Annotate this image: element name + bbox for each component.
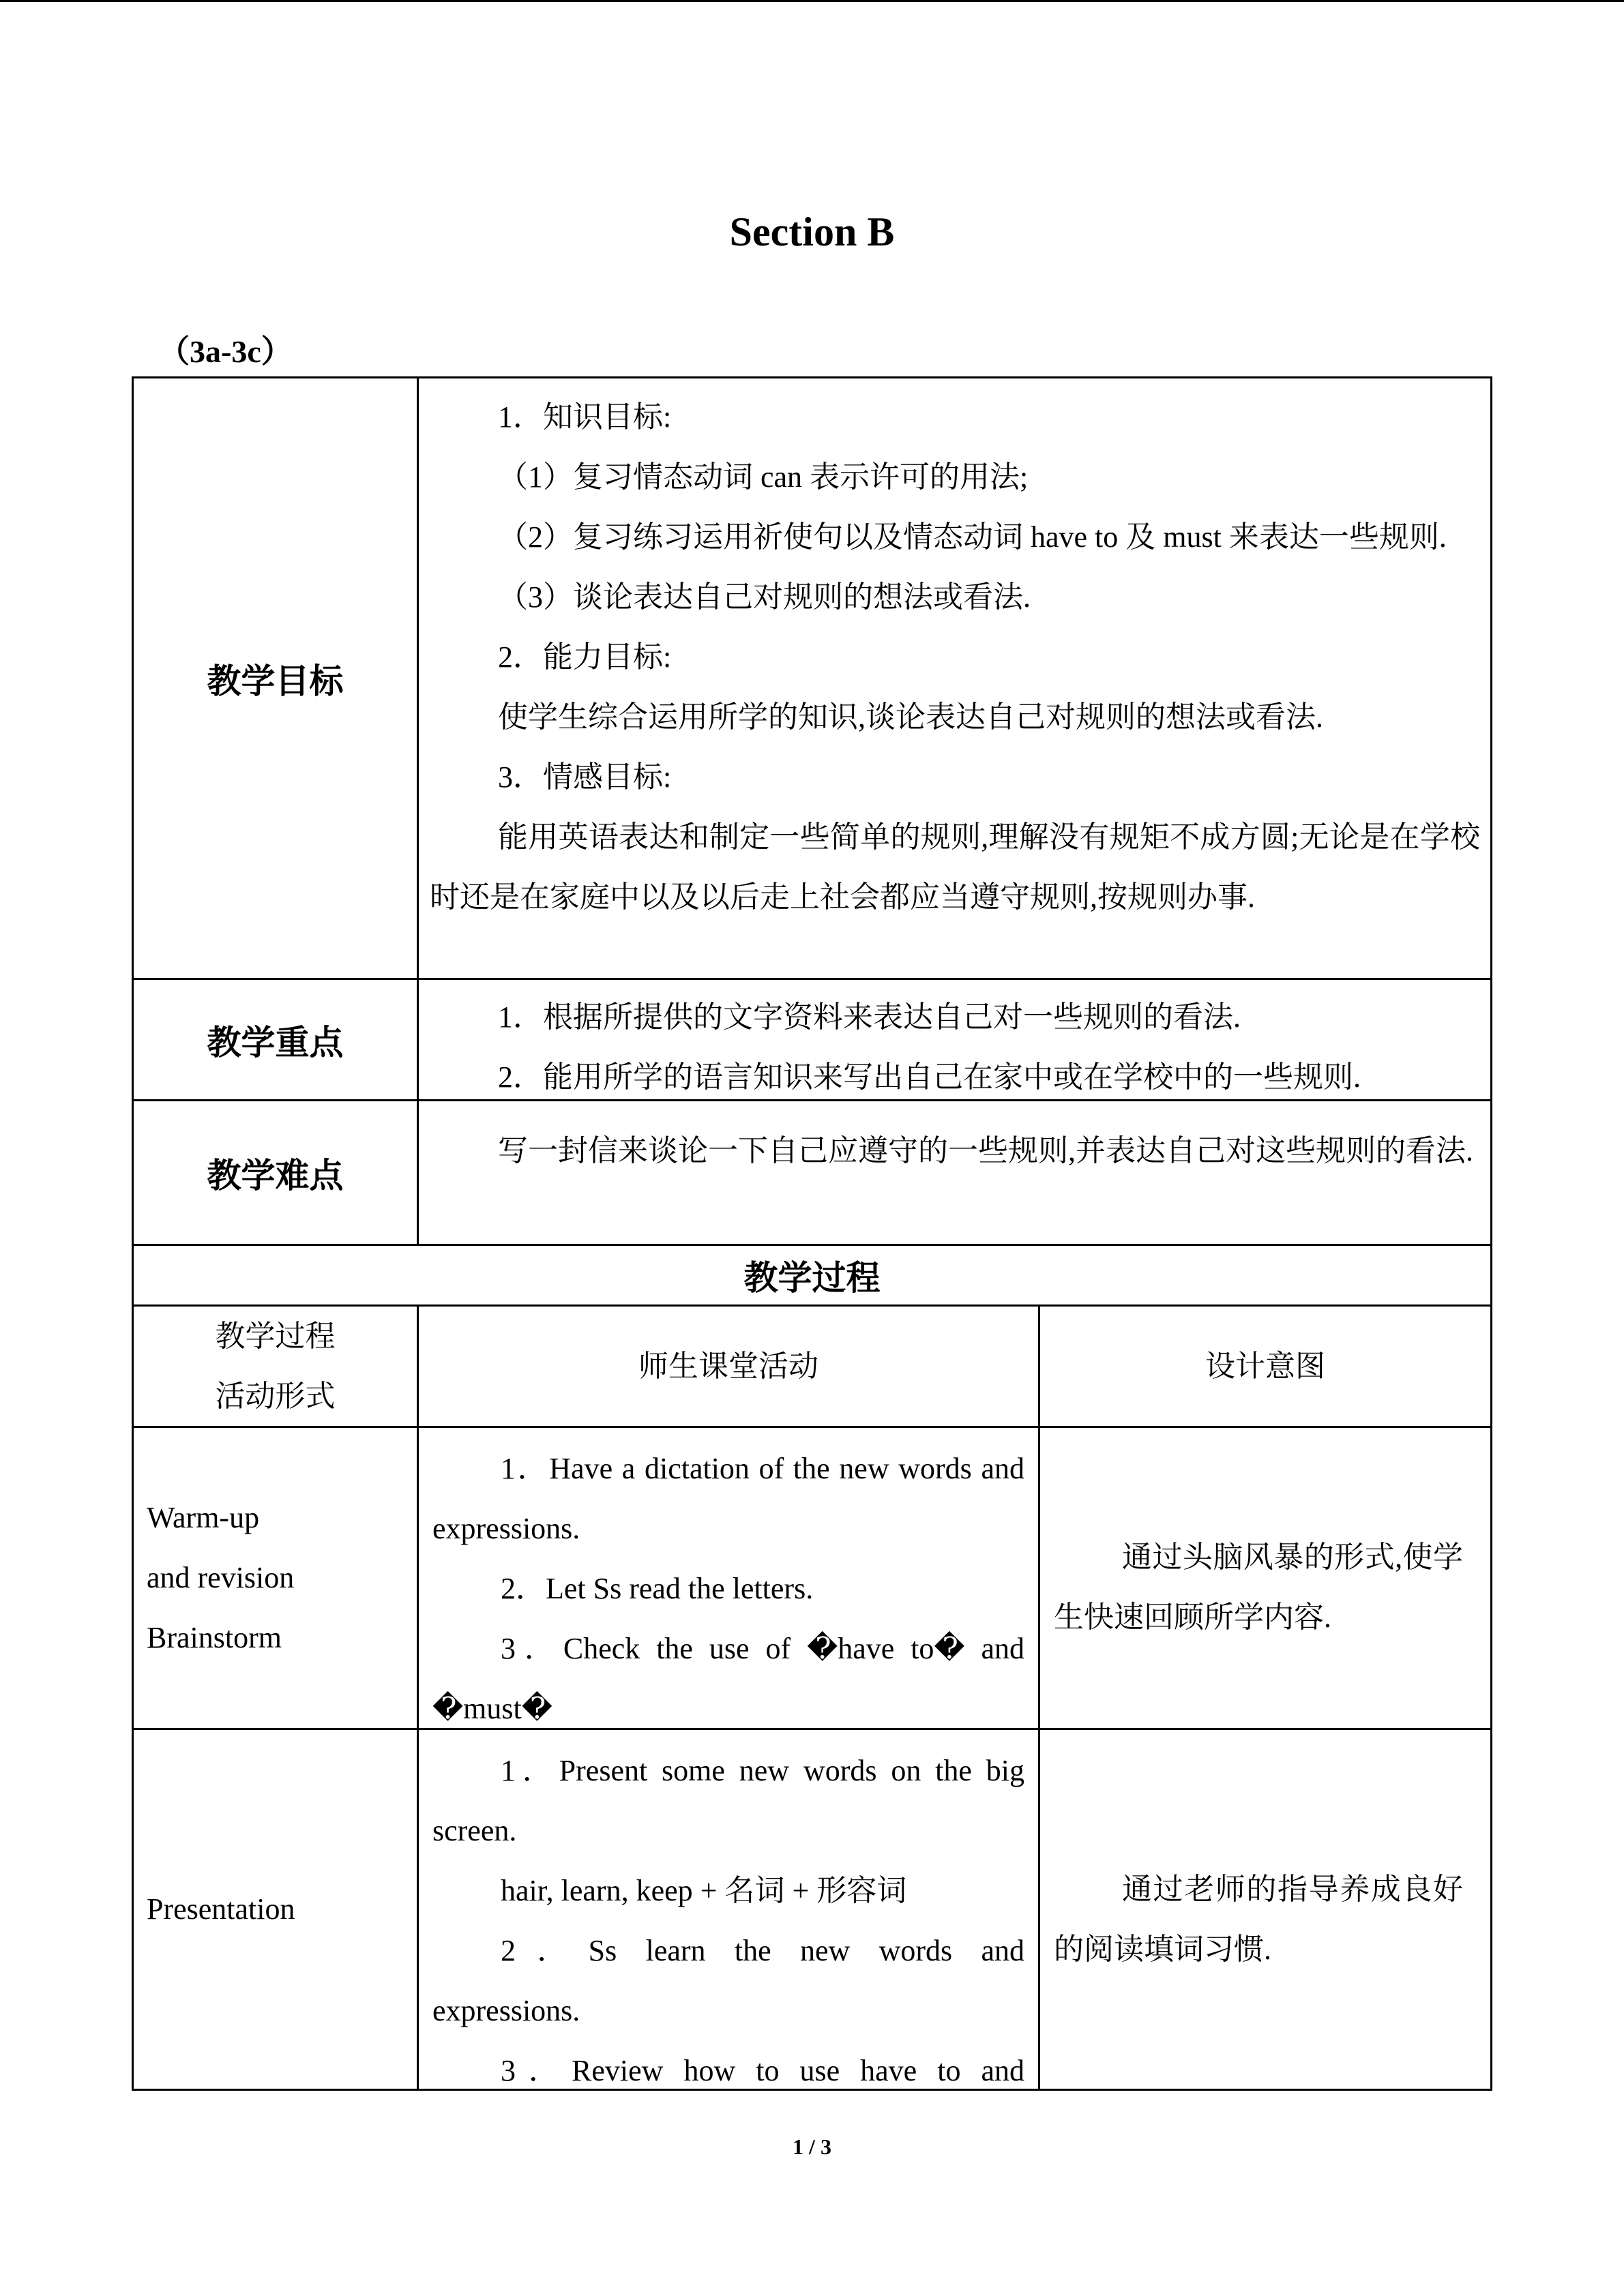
- activities-presentation: [432, 1741, 1024, 2086]
- table-border-bottom: [132, 2089, 1492, 2091]
- activity-line: hair, learn, keep + 名词 + 形容词: [501, 1874, 907, 1907]
- stage-line: Warm-up: [147, 1501, 260, 1534]
- stage-presentation: [147, 1730, 413, 2089]
- objectives-content: [430, 387, 1480, 927]
- table-border-right: [1490, 376, 1492, 2091]
- objectives-line: 1．知识目标:: [498, 400, 672, 434]
- process-col1-header: [134, 1307, 417, 1426]
- objectives-line: 2．能力目标:: [498, 640, 672, 674]
- process-col1-header-line1: 教学过程: [215, 1319, 336, 1353]
- section-subtitle: （3a-3c）: [158, 334, 293, 369]
- activity-line: 1．Have a dictation of the new words and expressions.: [432, 1452, 1024, 1545]
- purpose-presentation: [1054, 1860, 1463, 1980]
- stage-line: Presentation: [147, 1892, 295, 1926]
- key-points-content: [430, 987, 1480, 1107]
- purpose-warm-up: [1054, 1527, 1463, 1648]
- process-col2-header: 师生课堂活动: [638, 1349, 818, 1383]
- stage-line: Brainstorm: [147, 1621, 282, 1654]
- process-col1-header-line2: 活动形式: [215, 1379, 336, 1413]
- objectives-label: 教学目标: [207, 661, 344, 701]
- objectives-line: （1）复习情态动词 can 表示许可的用法;: [498, 460, 1029, 494]
- activity-line: 2．Let Ss read the letters.: [501, 1572, 814, 1605]
- difficulties-content: [430, 1121, 1480, 1181]
- activity-line: 3．Check the use of �have to� and �must�: [432, 1632, 1024, 1725]
- top-border-line: [0, 0, 1624, 2]
- page-title: Section B: [729, 209, 895, 254]
- activity-line: 3．Review how to use have to and: [501, 2054, 1024, 2086]
- activity-line: 2．Ss learn the new words and expressions.: [432, 1934, 1024, 2027]
- objectives-line: 能用英语表达和制定一些简单的规则,理解没有规矩不成方圆;无论是在学校时还是在家庭中以及以后走上社会都应当遵守规则,按规则办事.: [430, 820, 1480, 914]
- key-points-line: 2．能用所学的语言知识来写出自己在家中或在学校中的一些规则.: [498, 1060, 1361, 1094]
- stage-line: and revision: [147, 1561, 295, 1594]
- objectives-line: （3）谈论表达自己对规则的想法或看法.: [498, 580, 1031, 614]
- objectives-line: （2）复习练习运用祈使句以及情态动词 have to 及 must 来表达一些规则.: [498, 520, 1447, 554]
- stage-warm-up: [147, 1428, 413, 1728]
- purpose-text: 通过老师的指导养成良好的阅读填词习惯.: [1054, 1873, 1463, 1966]
- process-col3-header: 设计意图: [1205, 1349, 1325, 1383]
- difficulties-line: 写一封信来谈论一下自己应遵守的一些规则,并表达自己对这些规则的看法.: [498, 1134, 1473, 1167]
- activity-line: 1．Present some new words on the big screen.: [432, 1754, 1024, 1847]
- table-divider-col1-upper: [417, 376, 419, 1245]
- activities-warm-up: [432, 1439, 1024, 1739]
- difficulties-label: 教学难点: [207, 1155, 344, 1195]
- key-points-label: 教学重点: [207, 1022, 344, 1062]
- page-number: 1 / 3: [793, 2134, 831, 2159]
- key-points-line: 1．根据所提供的文字资料来表达自己对一些规则的看法.: [498, 1000, 1241, 1034]
- objectives-line: 使学生综合运用所学的知识,谈论表达自己对规则的想法或看法.: [498, 700, 1323, 734]
- objectives-line: 3．情感目标:: [498, 760, 672, 794]
- purpose-text: 通过头脑风暴的形式,使学生快速回顾所学内容.: [1054, 1540, 1463, 1634]
- process-heading: 教学过程: [743, 1258, 881, 1298]
